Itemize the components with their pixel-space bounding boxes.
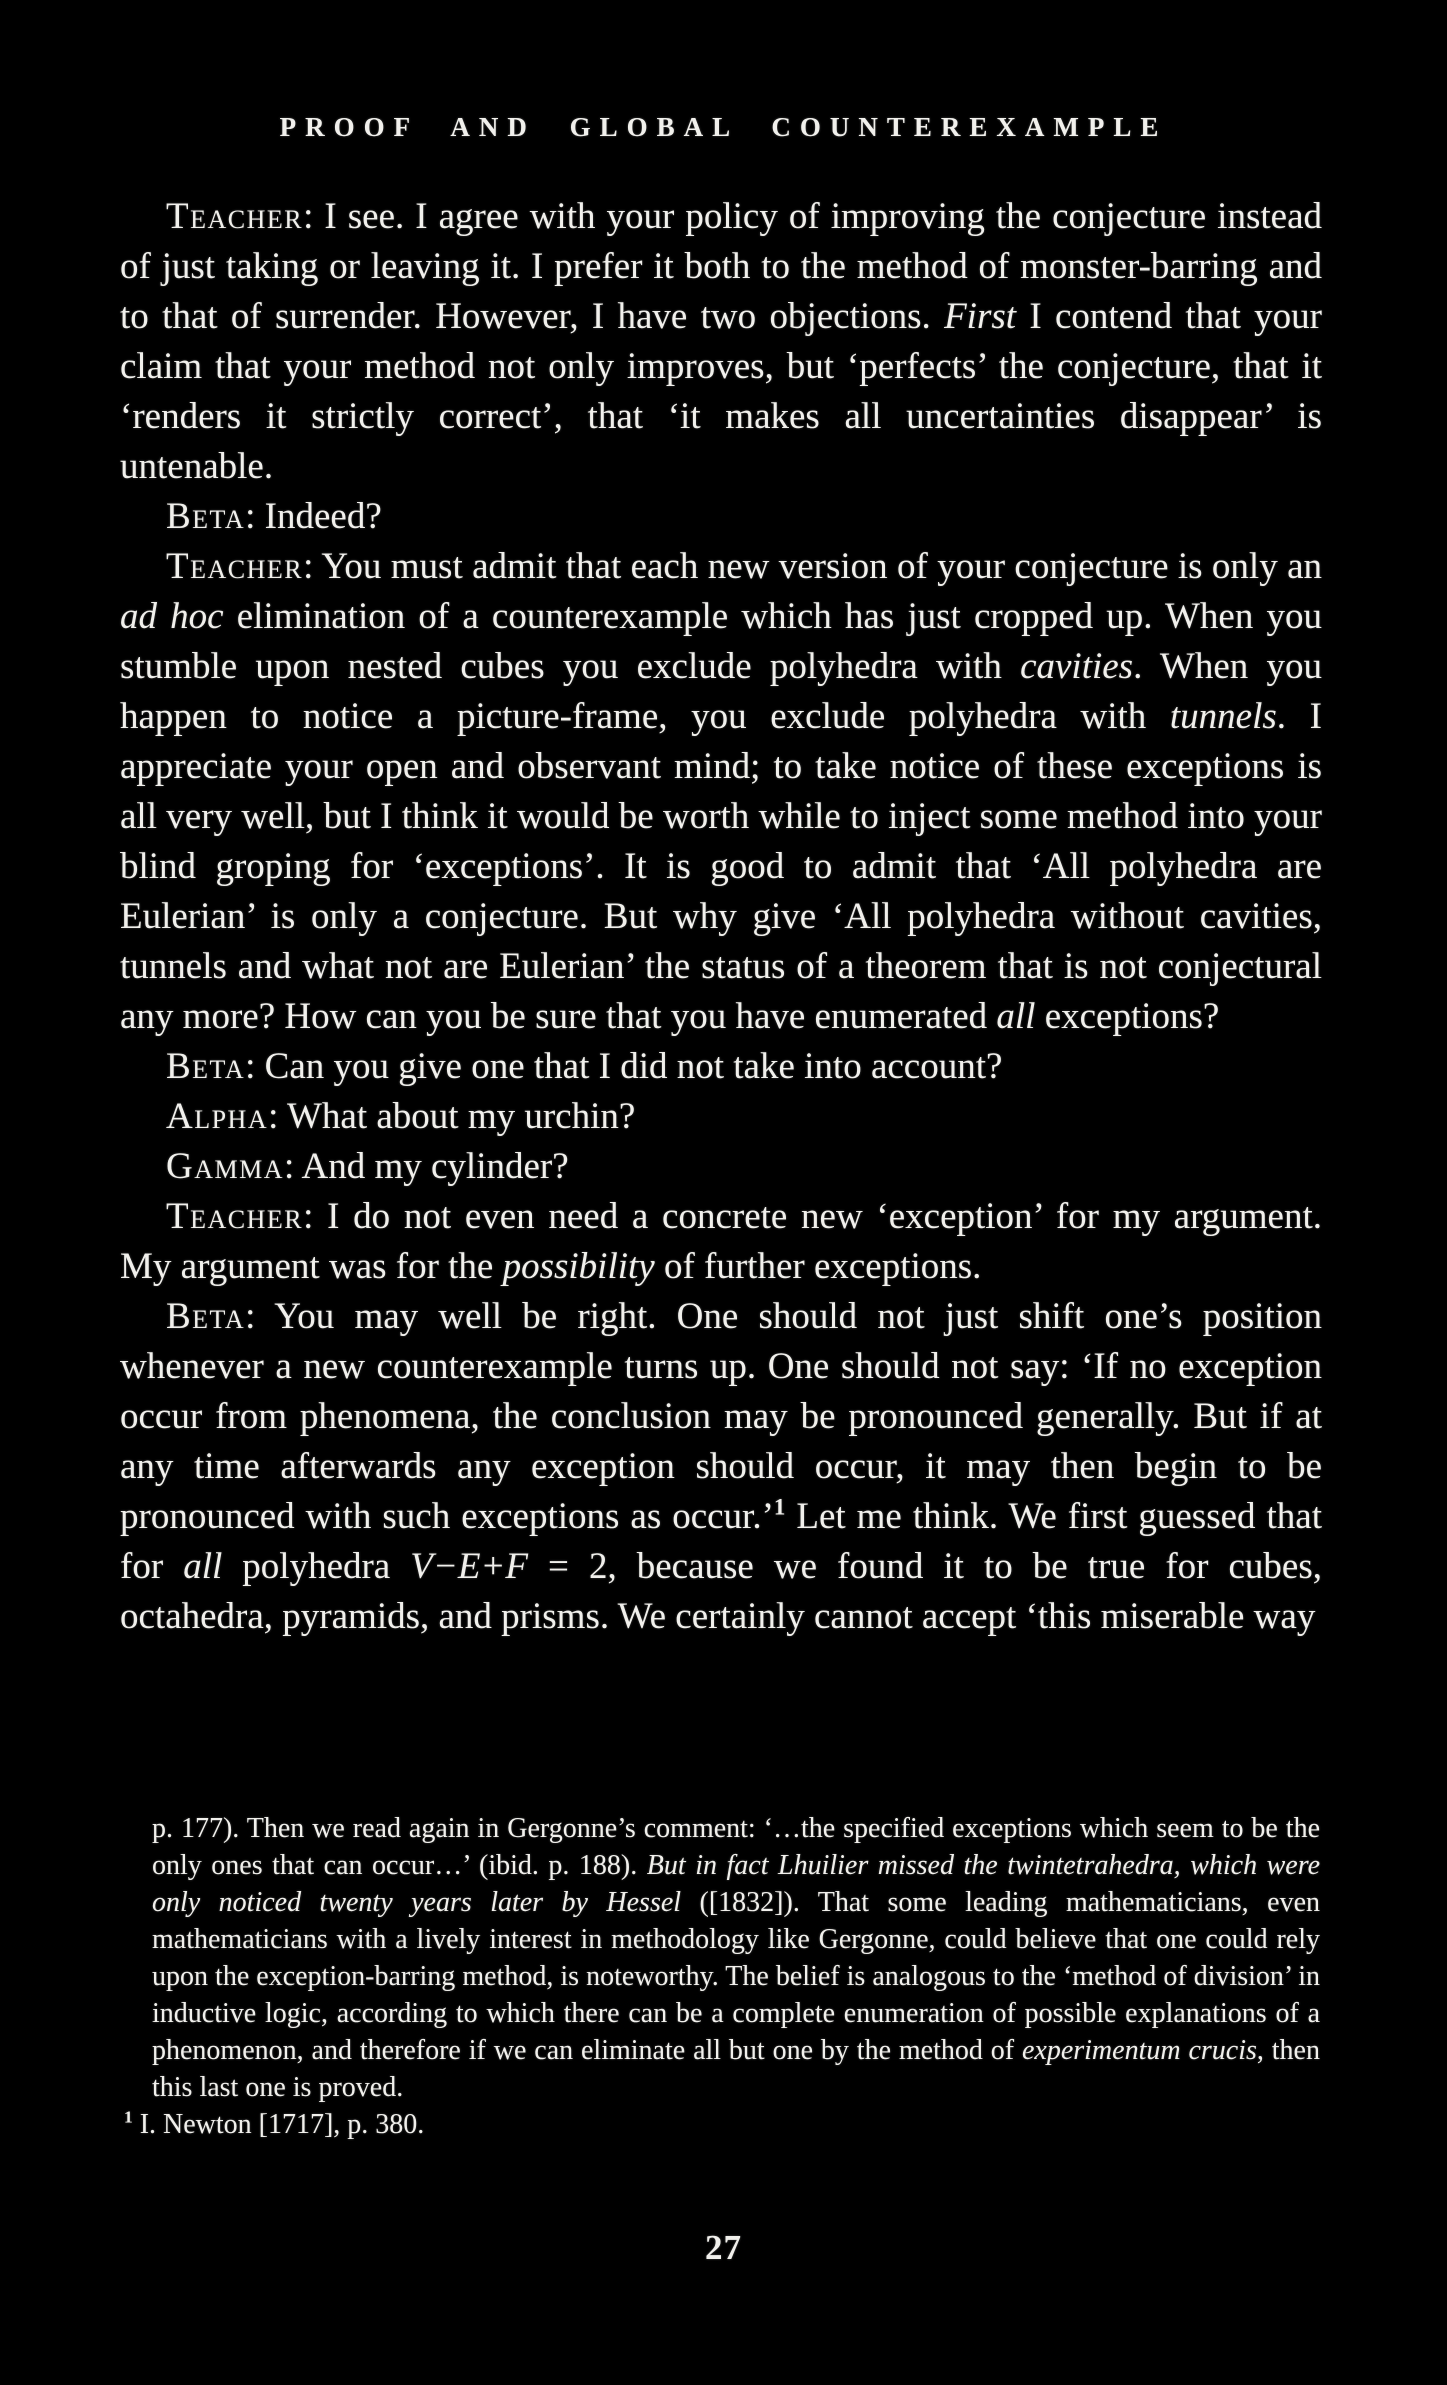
speaker-name: Beta: [166, 1296, 246, 1337]
italic-run: V−E+F: [410, 1546, 529, 1587]
text-run: , then this last one is proved.: [152, 2035, 1320, 2103]
text-run: Let me think. We first guessed that for: [120, 1496, 1322, 1587]
text-run: : You may well be right. One should not just shift one’s position whenever a new counterexample turns up. One should not say: ‘If no exception occur from phenomena, the conclusion may be pronounced generally. But if at any time afterwards any exception should occur, it may then begin to be pronounced with such exceptions as occur.’: [120, 1296, 1322, 1537]
paragraph: [120, 1042, 1322, 1092]
paragraph: [120, 1292, 1322, 1642]
text-run: ([1832]). That some leading mathematicians, even mathematicians with a lively interest in methodology like Gergonne, could believe that one could rely upon the exception-barring method, is noteworthy. The belief is analogous to the ‘method of division’ in inductive logic, according to which there can be a complete enumeration of possible explanations of a phenomenon, and therefore if we can eliminate all but one by the method of: [152, 1887, 1320, 2066]
italic-run: possibility: [502, 1246, 655, 1287]
speaker-name: Teacher: [166, 196, 304, 237]
italic-run: But in fact Lhuilier missed the twintetrahedra, which were only noticed twenty years later by Hessel: [152, 1850, 1320, 1918]
speaker-name: Alpha: [166, 1096, 269, 1137]
italic-run: ad hoc: [120, 596, 224, 637]
paragraph: [120, 1192, 1322, 1292]
paragraph: [120, 1092, 1322, 1142]
text-run: : Can you give one that I did not take into account?: [245, 1046, 1003, 1087]
page-number: 27: [705, 2228, 742, 2267]
footnote-section: [124, 1810, 1320, 2143]
text-run: I. Newton [1717], p. 380.: [132, 2109, 425, 2140]
text-run: = 2, because we found it to be true for cubes, octahedra, pyramids, and prisms. We certainly cannot accept ‘this miserable way: [120, 1546, 1322, 1637]
text-run: polyhedra: [222, 1546, 411, 1587]
footnote-ref: 1: [773, 1494, 786, 1520]
text-run: : Indeed?: [245, 496, 382, 537]
italic-run: First: [944, 296, 1017, 337]
speaker-name: Beta: [166, 1046, 246, 1087]
speaker-name: Gamma: [166, 1146, 285, 1187]
italic-run: all: [183, 1546, 223, 1587]
paragraph: [120, 192, 1322, 492]
text-run: of further exceptions.: [654, 1246, 982, 1287]
speaker-name: Beta: [166, 496, 246, 537]
italic-run: tunnels: [1169, 696, 1277, 737]
italic-run: experimentum crucis: [1021, 2035, 1257, 2066]
paragraph: [120, 542, 1322, 1042]
text-run: I contend that your claim that your method not only improves, but ‘perfects’ the conjecture, that it ‘renders it strictly correct’, that ‘it makes all uncertainties disappear’ is untenable.: [120, 296, 1322, 487]
text-run: : And my cylinder?: [284, 1146, 569, 1187]
italic-run: all: [996, 996, 1036, 1037]
text-run: elimination of a counterexample which has just cropped up. When you stumble upon nested cubes you exclude polyhedra with: [120, 596, 1322, 687]
italic-run: cavities: [1020, 646, 1134, 687]
footnote: [124, 2106, 1320, 2143]
text-run: : You must admit that each new version of your conjecture is only an: [303, 546, 1322, 587]
text-run: . I appreciate your open and observant mind; to take notice of these exceptions is all very well, but I think it would be worth while to inject some method into your blind groping for ‘exceptions’. It is good to admit that ‘All polyhedra are Eulerian’ is only a conjecture. But why give ‘All polyhedra without cavities, tunnels and what not are Eulerian’ the status of a theorem that is not conjectural any more? How can you be sure that you have enumerated: [120, 696, 1322, 1037]
text-run: . When you happen to notice a picture-frame, you exclude polyhedra with: [120, 646, 1322, 737]
text-run: : I do not even need a concrete new ‘exception’ for my argument. My argument was for the: [120, 1196, 1322, 1287]
footnote-ref: 1: [124, 2107, 133, 2127]
paragraph: [120, 1142, 1322, 1192]
body-text: [120, 192, 1322, 1642]
text-run: p. 177). Then we read again in Gergonne’s comment: ‘…the specified exceptions which seem to be the only ones that can occur…’ (ibid. p. 188).: [152, 1813, 1320, 1881]
paragraph: [120, 492, 1322, 542]
page-header: PROOF AND GLOBAL COUNTEREXAMPLE: [279, 112, 1168, 142]
text-run: exceptions?: [1035, 996, 1220, 1037]
text-run: : I see. I agree with your policy of improving the conjecture instead of just taking or leaving it. I prefer it both to the method of monster-barring and to that of surrender. However, I have two objections.: [120, 196, 1322, 337]
speaker-name: Teacher: [166, 546, 304, 587]
speaker-name: Teacher: [166, 1196, 304, 1237]
footnote: [152, 1810, 1320, 2106]
text-run: : What about my urchin?: [268, 1096, 636, 1137]
